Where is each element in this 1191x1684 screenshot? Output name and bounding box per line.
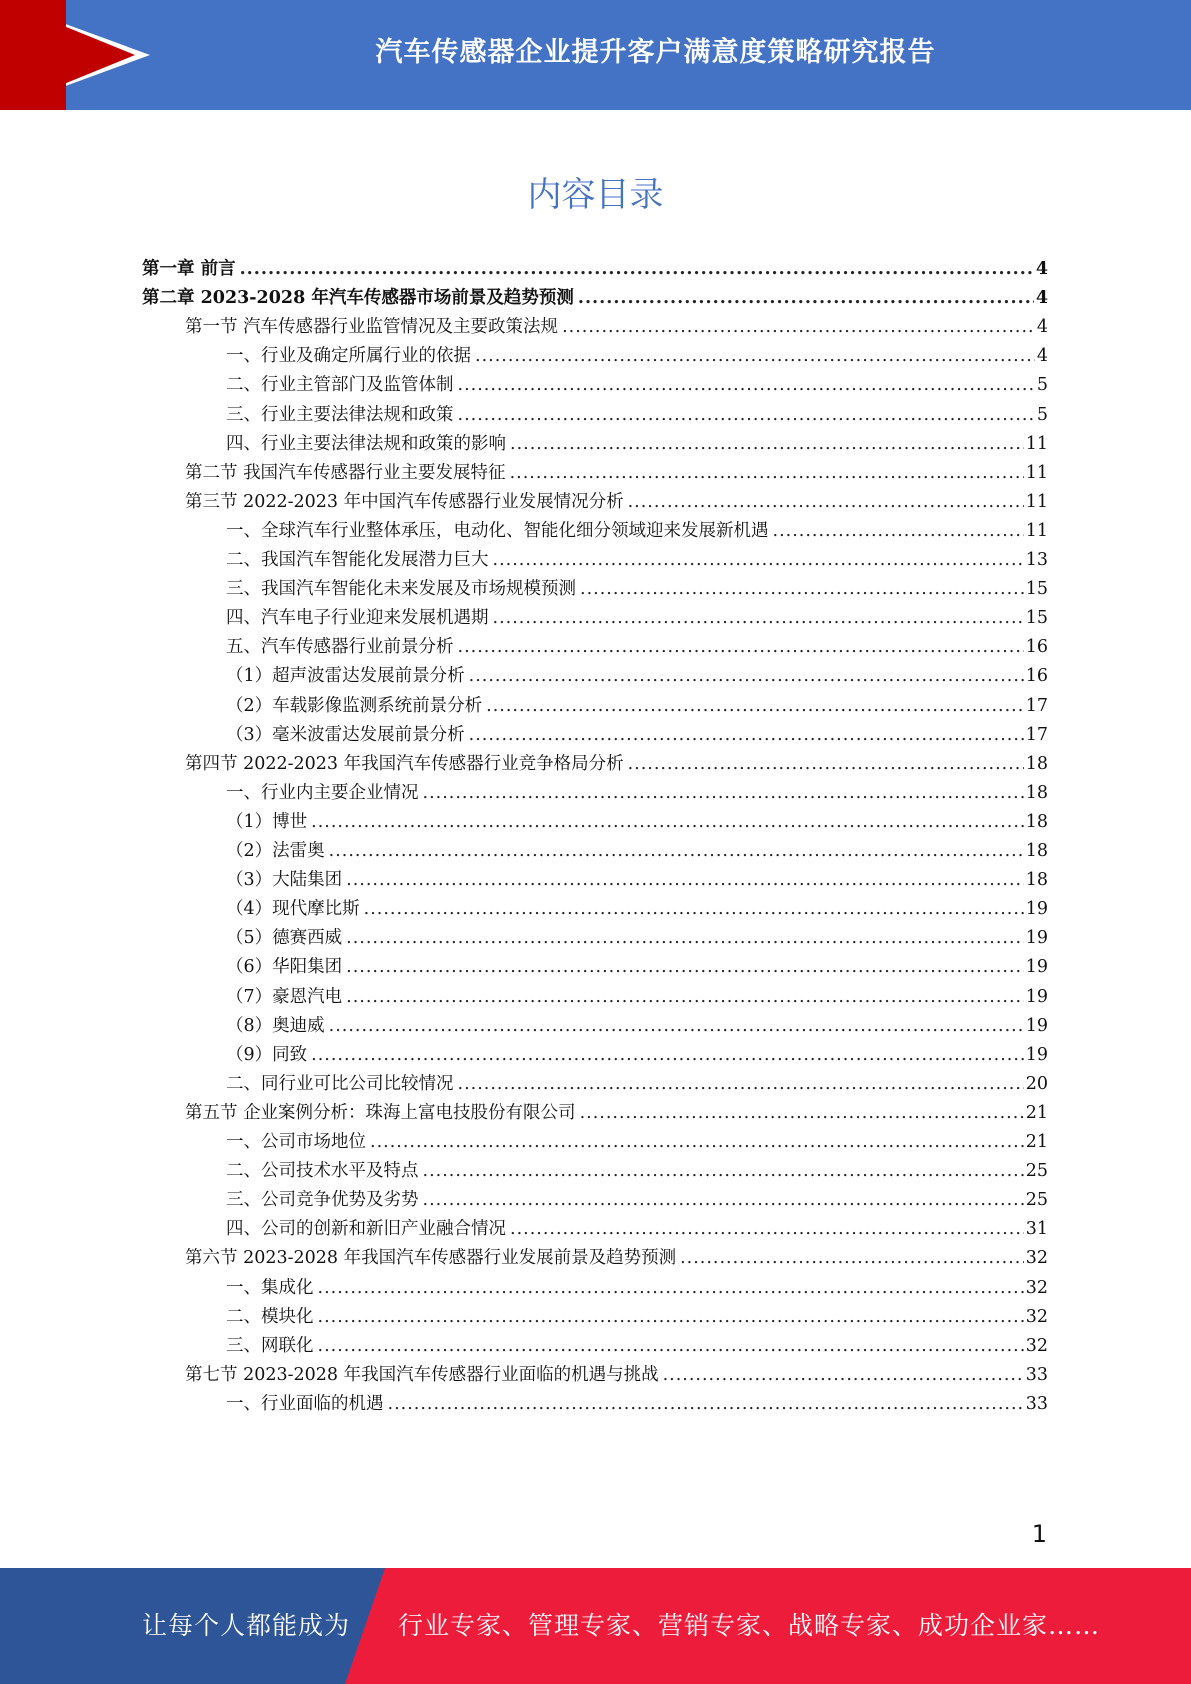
- toc-entry-page: 19: [1025, 986, 1048, 1007]
- toc-entry[interactable]: [226, 894, 1048, 925]
- toc-entry[interactable]: [226, 370, 1048, 401]
- toc-entry-title: 四、行业主要法律法规和政策的影响: [226, 433, 506, 454]
- toc-entry-page: 5: [1036, 375, 1048, 396]
- toc-entry-page: 18: [1025, 753, 1048, 774]
- toc-entry[interactable]: [185, 312, 1048, 343]
- toc-dot-leader: [510, 1214, 1024, 1245]
- toc-entry-title: 第三节 2022-2023 年中国汽车传感器行业发展情况分析: [185, 491, 624, 512]
- toc-entry[interactable]: [226, 516, 1048, 547]
- toc-entry[interactable]: [226, 1040, 1048, 1071]
- toc-entry[interactable]: [226, 429, 1048, 460]
- toc-heading: 内容目录: [527, 175, 664, 215]
- toc-entry-title: 第四节 2022-2023 年我国汽车传感器行业竞争格局分析: [185, 753, 624, 774]
- toc-entry-title: 第二节 我国汽车传感器行业主要发展特征: [185, 462, 506, 483]
- toc-entry-page: 11: [1025, 491, 1048, 512]
- toc-entry-title: 二、我国汽车智能化发展潜力巨大: [226, 550, 489, 570]
- toc-entry-title: 第六节 2023-2028 年我国汽车传感器行业发展前景及趋势预测: [185, 1248, 677, 1269]
- toc-entry-title: 四、汽车电子行业迎来发展机遇期: [226, 608, 489, 629]
- toc-entry[interactable]: [226, 1302, 1048, 1333]
- toc-entry-title: 一、公司市场地位: [226, 1132, 366, 1152]
- toc-entry[interactable]: [226, 1331, 1048, 1362]
- toc-entry-page: 16: [1025, 637, 1048, 658]
- toc-entry-page: 25: [1025, 1161, 1048, 1182]
- toc-entry-title: 第一节 汽车传感器行业监管情况及主要政策法规: [185, 317, 559, 338]
- toc-dot-leader: [318, 1273, 1024, 1304]
- toc-entry-page: 19: [1025, 1044, 1048, 1065]
- toc-dot-leader: [475, 341, 1035, 372]
- toc-dot-leader: [458, 632, 1024, 663]
- toc-entry-title: 一、集成化: [226, 1277, 314, 1298]
- toc-entry-page: 11: [1025, 462, 1048, 483]
- toc-entry[interactable]: [226, 1156, 1048, 1187]
- toc-dot-leader: [510, 429, 1024, 460]
- toc-entry-title: （1）超声波雷达发展前景分析: [226, 666, 465, 687]
- toc-dot-leader: [364, 894, 1024, 925]
- toc-entry-page: 17: [1025, 695, 1048, 716]
- toc-entry-page: 31: [1025, 1219, 1048, 1240]
- toc-entry-title: 第五节 企业案例分析：珠海上富电技股份有限公司: [185, 1102, 576, 1123]
- footer-banner: [0, 1568, 1191, 1684]
- toc-dot-leader: [562, 312, 1035, 343]
- toc-entry[interactable]: [142, 254, 1048, 285]
- toc-dot-leader: [469, 661, 1024, 692]
- toc-entry[interactable]: [226, 1389, 1048, 1420]
- toc-entry-page: 32: [1025, 1306, 1048, 1327]
- toc-dot-leader: [346, 923, 1024, 954]
- toc-dot-leader: [486, 691, 1024, 722]
- toc-entry[interactable]: [226, 341, 1048, 372]
- toc-entry-page: 32: [1025, 1335, 1048, 1356]
- toc-dot-leader: [663, 1360, 1024, 1391]
- header-arrow-icon: [0, 0, 135, 110]
- toc-entry-title: 一、行业面临的机遇: [226, 1393, 384, 1414]
- footer-slogan-left: 让每个人都能成为: [142, 1611, 351, 1640]
- toc-entry-page: 32: [1025, 1248, 1048, 1269]
- toc-dot-leader: [423, 1185, 1024, 1216]
- toc-entry-page: 4: [1035, 288, 1048, 309]
- toc-entry-title: （9）同致: [226, 1044, 308, 1065]
- toc-dot-leader: [388, 1389, 1024, 1420]
- toc-entry[interactable]: [226, 603, 1048, 634]
- toc-dot-leader: [580, 574, 1024, 605]
- toc-dot-leader: [423, 778, 1024, 809]
- toc-entry-page: 17: [1025, 724, 1048, 745]
- toc-entry-title: 一、行业及确定所属行业的依据: [226, 346, 471, 367]
- toc-entry-page: 20: [1025, 1073, 1048, 1094]
- toc-entry[interactable]: [226, 1069, 1048, 1100]
- toc-entry-page: 18: [1025, 782, 1048, 803]
- toc-entry-page: 16: [1025, 666, 1048, 687]
- toc-entry-title: （4）现代摩比斯: [226, 899, 360, 920]
- page-number: 1: [1031, 1520, 1047, 1548]
- toc-entry-title: 一、全球汽车行业整体承压，电动化、智能化细分领域迎来发展新机遇: [226, 520, 769, 541]
- toc-entry-title: 四、公司的创新和新旧产业融合情况: [226, 1219, 506, 1240]
- toc-entry[interactable]: [226, 952, 1048, 983]
- toc-entry-title: （2）车载影像监测系统前景分析: [226, 695, 483, 716]
- toc-entry-title: （3）大陆集团: [226, 870, 343, 891]
- toc-entry-page: 4: [1036, 317, 1048, 338]
- toc-dot-leader: [329, 836, 1024, 867]
- toc-entry-title: 三、网联化: [226, 1335, 314, 1356]
- toc-entry[interactable]: [185, 458, 1048, 489]
- toc-dot-leader: [628, 749, 1024, 780]
- toc-entry-title: （8）奥迪威: [226, 1015, 325, 1036]
- toc-entry[interactable]: [185, 1360, 1048, 1391]
- toc-entry-page: 18: [1025, 811, 1048, 832]
- toc-entry-page: 5: [1036, 404, 1048, 425]
- toc-entry-page: 21: [1025, 1132, 1048, 1152]
- toc-entry[interactable]: [226, 865, 1048, 896]
- toc-entry[interactable]: [185, 487, 1048, 518]
- footer-slogan-right: 行业专家、管理专家、营销专家、战略专家、成功企业家……: [398, 1611, 1101, 1640]
- toc-entry-title: 五、汽车传感器行业前景分析: [226, 637, 454, 658]
- toc-entry[interactable]: [226, 400, 1048, 431]
- toc-entry-page: 32: [1025, 1277, 1048, 1298]
- toc-entry-page: 11: [1025, 520, 1048, 541]
- toc-entry-page: 19: [1025, 1015, 1048, 1036]
- toc-entry-title: （7）豪恩汽电: [226, 986, 343, 1007]
- toc-entry-title: 一、行业内主要企业情况: [226, 782, 419, 803]
- toc-entry[interactable]: [226, 720, 1048, 751]
- toc-entry-title: 第一章 前言: [142, 259, 236, 279]
- toc-entry[interactable]: [185, 1243, 1048, 1274]
- toc-entry-page: 15: [1025, 608, 1048, 629]
- toc-entry-title: （6）华阳集团: [226, 957, 343, 978]
- toc-dot-leader: [346, 865, 1024, 896]
- toc-entry-page: 19: [1025, 899, 1048, 920]
- toc-entry[interactable]: [226, 545, 1048, 576]
- toc-entry-page: 25: [1025, 1190, 1048, 1211]
- toc-dot-leader: [329, 1011, 1024, 1042]
- toc-entry-title: 二、行业主管部门及监管体制: [226, 375, 454, 396]
- toc-entry[interactable]: [226, 807, 1048, 838]
- toc-dot-leader: [469, 720, 1024, 751]
- toc-entry-title: （5）德赛西威: [226, 928, 343, 949]
- toc-entry-title: 第七节 2023-2028 年我国汽车传感器行业面临的机遇与挑战: [185, 1364, 659, 1385]
- header-banner: [0, 0, 1191, 110]
- toc-entry-page: 18: [1025, 841, 1048, 861]
- toc-entry-page: 19: [1025, 957, 1048, 978]
- toc-dot-leader: [680, 1243, 1024, 1274]
- toc-entry[interactable]: [185, 1098, 1048, 1129]
- toc-entry-page: 21: [1025, 1102, 1048, 1123]
- toc-entry-page: 33: [1025, 1393, 1048, 1414]
- toc-entry-title: 三、我国汽车智能化未来发展及市场规模预测: [226, 579, 576, 600]
- toc-entry-page: 13: [1025, 550, 1048, 570]
- report-title: 汽车传感器企业提升客户满意度策略研究报告: [375, 37, 936, 68]
- toc-entry-page: 4: [1035, 259, 1048, 279]
- toc-dot-leader: [493, 545, 1024, 576]
- toc-entry[interactable]: [226, 661, 1048, 692]
- toc-dot-leader: [580, 1098, 1024, 1129]
- toc-entry-page: 4: [1036, 346, 1048, 367]
- toc-entry-title: 二、模块化: [226, 1306, 314, 1327]
- toc-dot-leader: [318, 1302, 1024, 1333]
- toc-entry[interactable]: [226, 691, 1048, 722]
- toc-entry-page: 33: [1025, 1364, 1048, 1385]
- toc-dot-leader: [628, 487, 1024, 518]
- toc-dot-leader: [311, 807, 1024, 838]
- toc-entry[interactable]: [226, 1273, 1048, 1304]
- toc-entry[interactable]: [226, 632, 1048, 663]
- toc-dot-leader: [458, 370, 1035, 401]
- toc-dot-leader: [493, 603, 1024, 634]
- toc-dot-leader: [346, 982, 1024, 1013]
- toc-dot-leader: [510, 458, 1024, 489]
- toc-dot-leader: [423, 1156, 1024, 1187]
- toc-dot-leader: [318, 1331, 1024, 1362]
- toc-dot-leader: [370, 1127, 1024, 1158]
- toc-entry[interactable]: [226, 574, 1048, 605]
- toc-entry-title: （3）毫米波雷达发展前景分析: [226, 724, 465, 745]
- toc-entry[interactable]: [226, 1011, 1048, 1042]
- toc-entry-title: 三、行业主要法律法规和政策: [226, 404, 454, 425]
- toc-entry[interactable]: [226, 778, 1048, 809]
- toc-entry[interactable]: [226, 1214, 1048, 1245]
- toc-entry-title: 三、公司竞争优势及劣势: [226, 1190, 419, 1211]
- toc-entry[interactable]: [226, 1127, 1048, 1158]
- toc-entry[interactable]: [185, 749, 1048, 780]
- toc-entry-title: 第二章 2023-2028 年汽车传感器市场前景及趋势预测: [142, 288, 574, 309]
- toc-dot-leader: [311, 1040, 1024, 1071]
- toc-dot-leader: [346, 952, 1024, 983]
- toc-entry[interactable]: [226, 1185, 1048, 1216]
- toc-entry-title: 二、同行业可比公司比较情况: [226, 1073, 454, 1094]
- toc-entry-page: 18: [1025, 870, 1048, 891]
- toc-dot-leader: [458, 400, 1035, 431]
- toc-dot-leader: [773, 516, 1024, 547]
- toc-dot-leader: [240, 254, 1034, 285]
- toc-entry-title: （1）博世: [226, 811, 308, 832]
- toc-entry[interactable]: [226, 836, 1048, 867]
- toc-entry[interactable]: [226, 982, 1048, 1013]
- toc-dot-leader: [578, 283, 1034, 314]
- toc-entry-page: 15: [1025, 579, 1048, 600]
- toc-entry-page: 11: [1025, 433, 1048, 454]
- toc-entry-title: 二、公司技术水平及特点: [226, 1161, 419, 1182]
- toc-dot-leader: [458, 1069, 1024, 1100]
- toc-entry[interactable]: [142, 283, 1048, 314]
- toc-entry-page: 19: [1025, 928, 1048, 949]
- toc-entry[interactable]: [226, 923, 1048, 954]
- toc-entry-title: （2）法雷奥: [226, 841, 325, 861]
